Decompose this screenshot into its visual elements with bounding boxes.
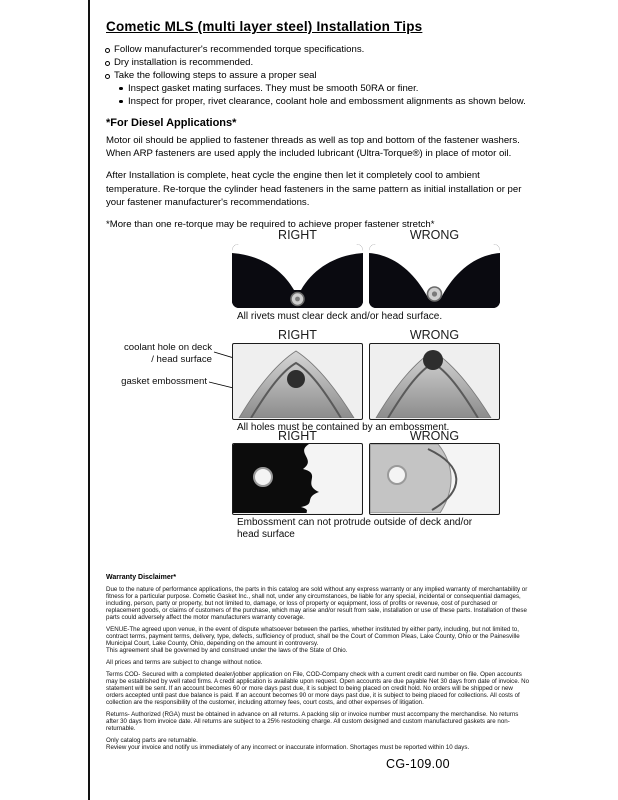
tip-bullet: Dry installation is recommended.	[104, 56, 544, 69]
disclaimer-paragraph: All prices and terms are subject to change without notice.	[106, 659, 263, 666]
right-label: RIGHT	[278, 328, 317, 342]
deck-edge-wrong-diagram	[369, 443, 500, 515]
deck-edge-right-diagram	[232, 443, 363, 515]
tip-bullet: Take the following steps to assure a proper seal	[104, 69, 544, 82]
disclaimer-paragraph: Returns- Authorized (RGA) must be obtained in advance on all returns. A packing slip or invoice number must accompany the merchandise. No returns after 30 days from invoice date. All returns are subject to a 25% restocking charge. All custom designed and custom manufactured gaskets are non-returnable.	[106, 711, 519, 732]
left-margin-rule	[88, 0, 90, 800]
embossment-wrong-diagram	[369, 343, 500, 420]
right-label: RIGHT	[278, 228, 317, 242]
diesel-retorque-note: *More than one re-torque may be required to achieve proper fastener stretch*	[106, 219, 435, 231]
annotation-gasket-embossment-label: gasket embossment	[121, 376, 207, 387]
embossment-protruding-illustration	[370, 444, 498, 513]
tip-bullet: Follow manufacturer's recommended torque specifications.	[104, 43, 544, 56]
tip-sub-bullet: Inspect for proper, rivet clearance, coolant hole and embossment alignments as shown below.	[118, 95, 544, 108]
hole-contained-illustration	[233, 344, 361, 418]
warranty-disclaimer-heading: Warranty Disclaimer*	[106, 574, 177, 581]
wrong-label: WRONG	[409, 228, 460, 242]
wrong-label: WRONG	[409, 328, 460, 342]
row2-caption: All holes must be contained by an embossment.	[237, 422, 450, 433]
rivet-wrong-diagram	[369, 244, 500, 308]
rivet-clear-illustration	[232, 244, 363, 308]
embossment-right-diagram	[232, 343, 363, 420]
page-number: CG-109.00	[386, 757, 450, 771]
rivet-right-diagram	[232, 244, 363, 308]
diesel-paragraphs	[106, 134, 536, 231]
embossment-inside-deck-illustration	[233, 444, 361, 513]
wrong-label: WRONG	[409, 429, 460, 443]
install-tips-list	[104, 43, 544, 108]
disclaimer-paragraph: Terms COD- Secured with a completed dealer/jobber application on File, COD-Company check with a current credit card number on file. Open accounts may be established by well rated firms. A credit application is available upon request. Open accounts are due payable Net 30 days from date of invoice. No statement will be sent. If an account becomes 60 or more days past due, it is subject to being placed on credit hold. No orders will be shipped or new orders accepted until past due balance is paid. If an account becomes 90 or more days past due, it is subject to being placed for collections. All costs of collection are the responsibility of the customer, including attorney fees, court costs, and other expenses of litigation.	[106, 671, 530, 706]
tip-sub-bullet: Inspect gasket mating surfaces. They must be smooth 50RA or finer.	[118, 82, 544, 95]
disclaimer-paragraph: Only catalog parts are returnable.	[106, 737, 198, 744]
diesel-paragraph: Motor oil should be applied to fastener threads as well as top and bottom of the fastener washers. When ARP fasteners are used apply the included lubricant (Ultra-Torque®) in place of motor oil.	[106, 135, 520, 160]
row1-caption: All rivets must clear deck and/or head surface.	[237, 311, 443, 322]
right-label: RIGHT	[278, 429, 317, 443]
disclaimer-paragraph: Review your invoice and notify us immediately of any incorrect or inaccurate information. Shortages must be reported within 10 days.	[106, 744, 470, 751]
disclaimer-paragraph: VENUE-The agreed upon venue, in the event of dispute whatsoever between the parties, whether instituted by either party, including, but not limited to, contract terms, payment terms, delivery, type, defects, sufficiency of product, shall be the Court of Common Pleas, Lake County, Ohio or the Painesville Municipal Court, Lake County, Ohio, depending on the amount in controversy.	[106, 626, 520, 647]
diesel-paragraph: After Installation is complete, heat cycle the engine then let it completely cool to ambient temperature. Re-torque the cylinder head fasteners in the same pattern as initial installation or per your fastener manufacturer's recommendations.	[106, 170, 522, 208]
annotation-coolant-hole-label: coolant hole on deck / head surface	[123, 342, 212, 365]
disclaimer-paragraph: This agreement shall be governed by and construed under the laws of the State of Ohio.	[106, 647, 348, 654]
page-title: Cometic MLS (multi layer steel) Installation Tips	[106, 19, 423, 34]
warranty-disclaimer	[106, 574, 530, 756]
diesel-applications-heading: *For Diesel Applications*	[106, 117, 237, 129]
hole-not-contained-illustration	[370, 344, 498, 418]
row3-caption: Embossment can not protrude outside of deck and/or head surface	[237, 517, 473, 540]
rivet-interference-illustration	[369, 244, 500, 308]
disclaimer-paragraph: Due to the nature of performance applications, the parts in this catalog are sold without any express warranty or any implied warranty of merchantability or fitness for a particular purpose. Cometic Gasket Inc., shall not, under any circumstances, be liable for any special, incidental or consequential damages, including, person, party or property, but not limited to, damage, or loss of property or equipment, loss of profits or revenue, cost of purchased or replacement goods, or claims of customers of the purchase, which may arise and/or result from sale, installation or use of these parts. Installation of these parts could adversely affect the motor manufacturers warranty coverage.	[106, 586, 528, 621]
